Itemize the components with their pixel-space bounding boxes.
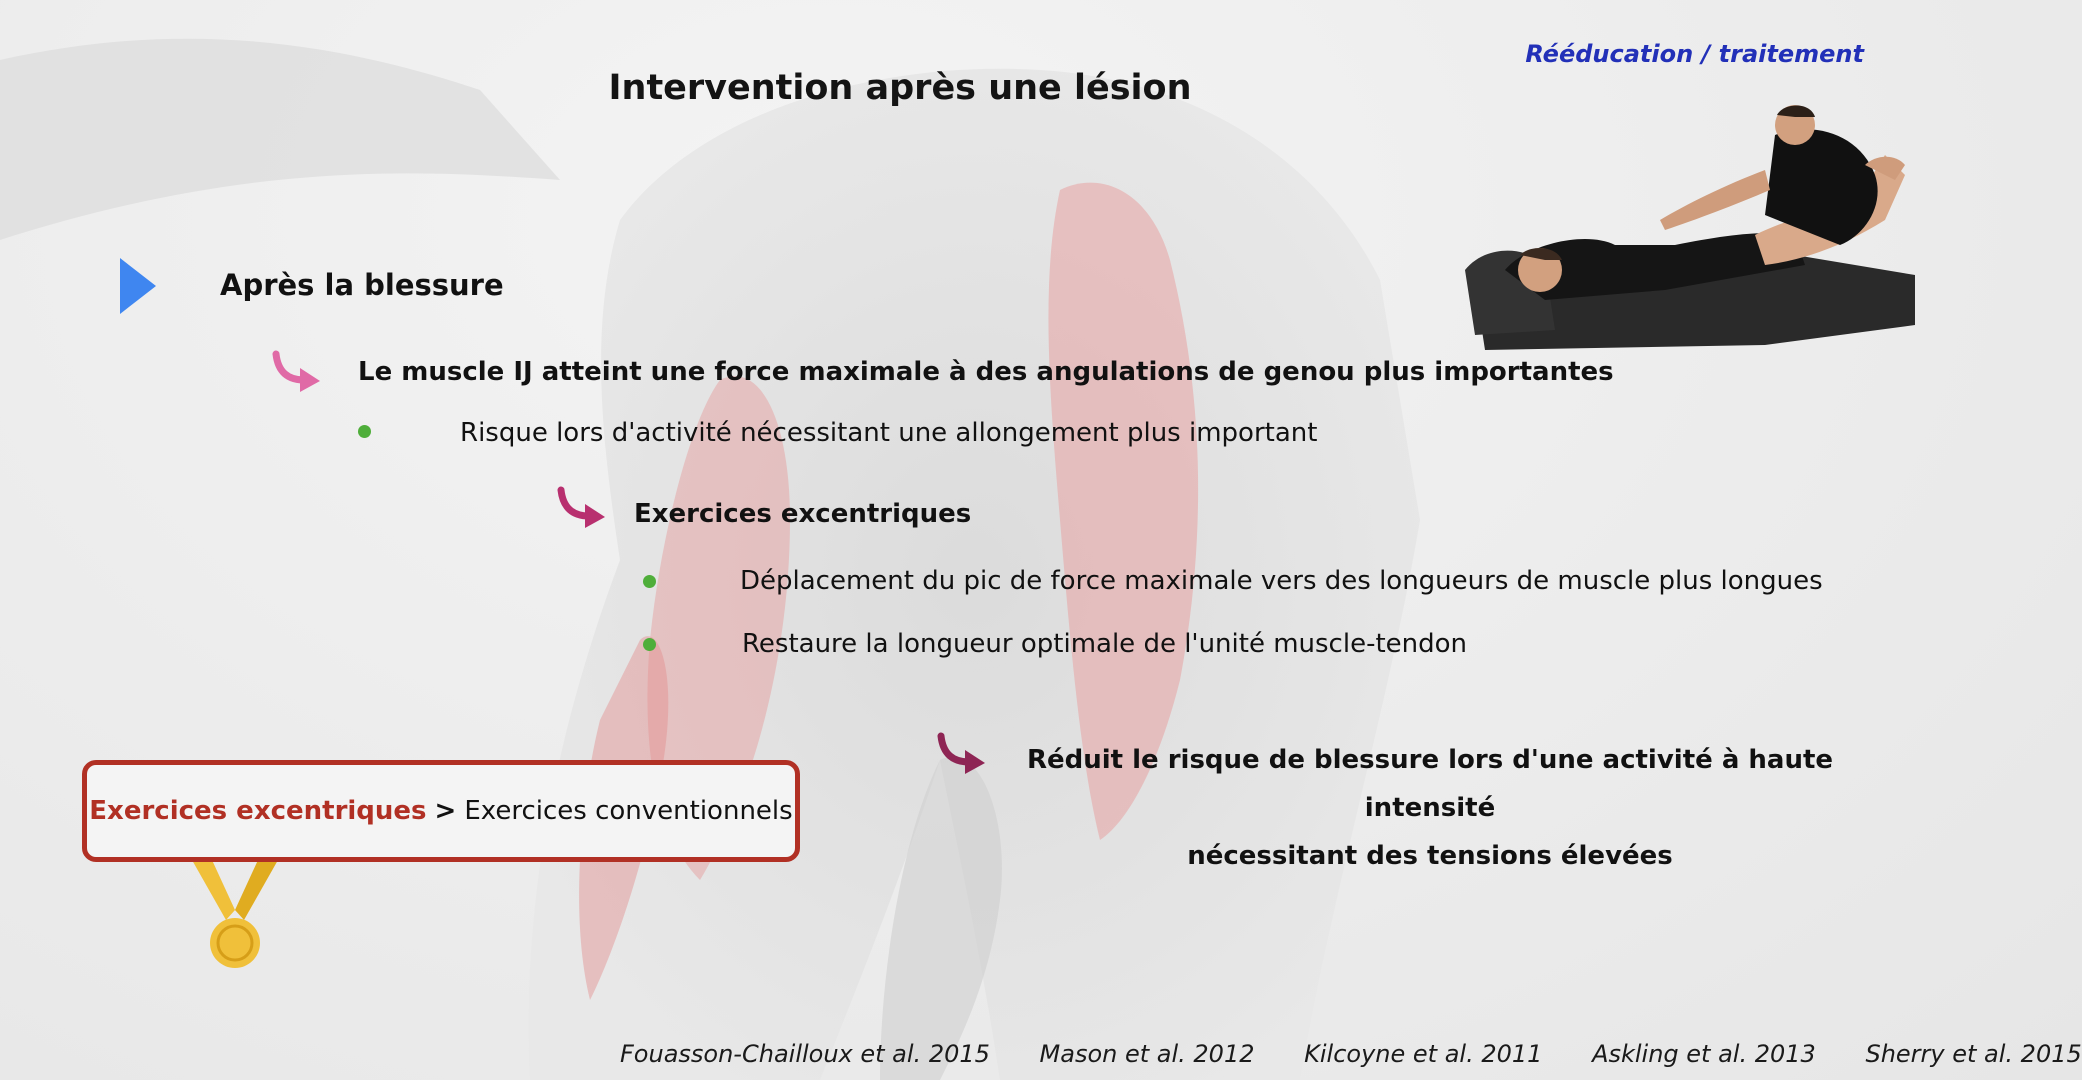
reference: Kilcoyne et al. 2011 [1304,1040,1543,1068]
play-triangle-icon [118,256,158,316]
bullet-dot [358,425,371,438]
risk-reduction-line2: nécessitant des tensions élevées [1187,841,1673,871]
reference: Sherry et al. 2015 [1865,1040,2082,1068]
curved-arrow-icon [270,350,322,394]
medal-icon [190,858,280,970]
curved-arrow-icon [935,732,987,776]
bullet-peak-force: Déplacement du pic de force maximale vers des longueurs de muscle plus longues [740,566,1823,596]
references [620,1040,2082,1068]
point-risk-reduction [1000,736,1860,880]
point-knee-angle: Le muscle IJ atteint une force maximale à des angulations de genou plus importantes [358,357,1614,387]
reference: Fouasson-Chailloux et al. 2015 [620,1040,990,1068]
point-eccentric: Exercices excentriques [634,499,972,529]
comparison-operator: > [434,796,457,826]
comparison-box [82,760,800,862]
reference: Askling et al. 2013 [1592,1040,1816,1068]
comparison-other: Exercices conventionnels [464,796,793,826]
reference: Mason et al. 2012 [1039,1040,1255,1068]
bullet-dot [643,575,656,588]
bullet-optimal-length: Restaure la longueur optimale de l'unité muscle-tendon [742,629,1468,659]
therapy-photo [1465,95,1920,365]
slide-title: Intervention après une lésion [608,68,1192,108]
section-heading: Après la blessure [220,268,504,302]
section-tag: Rééducation / traitement [1525,40,1864,68]
comparison-winner: Exercices excentriques [89,796,427,826]
bullet-risk: Risque lors d'activité nécessitant une allongement plus important [460,418,1318,448]
curved-arrow-icon [555,486,607,530]
risk-reduction-line1: Réduit le risque de blessure lors d'une activité à haute intensité [1026,745,1834,823]
bullet-dot [643,638,656,651]
